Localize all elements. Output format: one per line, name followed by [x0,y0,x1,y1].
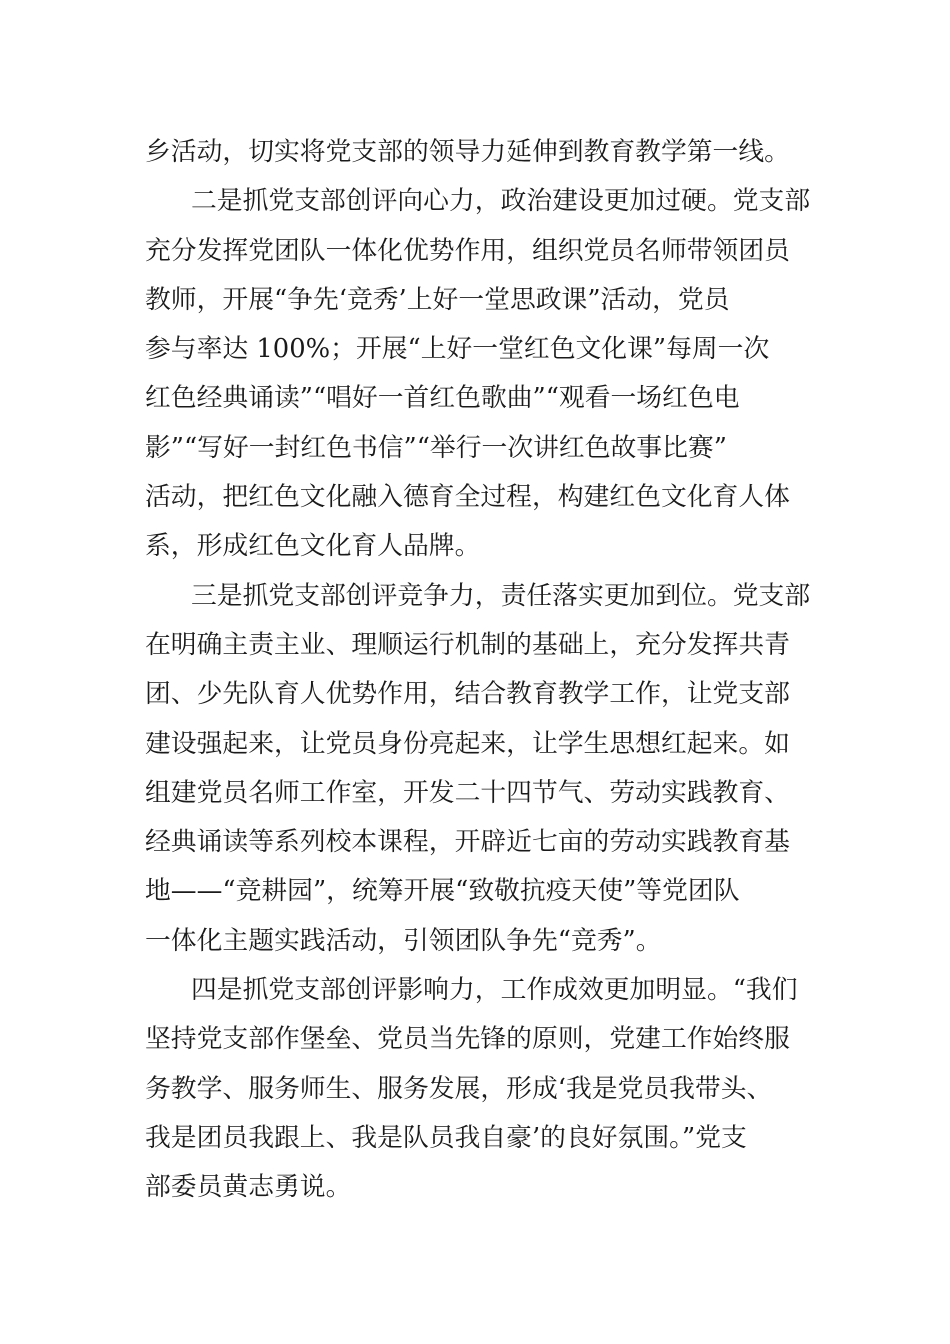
text-line: 乡活动，切实将党支部的领导力延伸到教育教学第一线。 [145,137,790,167]
text-line: 系，形成红色文化育人品牌。 [145,531,481,562]
text-line: 活动，把红色文化融入德育全过程，构建红色文化育人体 [145,482,790,513]
text-line: 建设强起来，让党员身份亮起来，让学生思想红起来。如 [145,728,790,759]
text-line: 组建党员名师工作室，开发二十四节气、劳动实践教育、 [145,777,790,808]
text-line: 坚持党支部作堡垒、党员当先锋的原则，党建工作始终服 [145,1024,790,1055]
paragraph-start-line: 二是抓党支部创评向心力，政治建设更加过硬。党支部 [191,186,811,217]
text-line: 一体化主题实践活动，引领团队争先“竞秀”。 [145,925,662,956]
text-line: 团、少先队育人优势作用，结合教育教学工作，让党支部 [145,679,790,710]
text-line: 经典诵读等系列校本课程，开辟近七亩的劳动实践教育基 [145,827,790,858]
text-line: 我是团员我跟上、我是队员我自豪’的良好氛围。”党支 [145,1122,747,1153]
text-line: 务教学、服务师生、服务发展，形成‘我是党员我带头、 [145,1073,773,1104]
document-body [145,128,811,1213]
paragraph-start-line: 三是抓党支部创评竞争力，责任落实更加到位。党支部 [191,580,811,611]
text-line: 地——“竞耕园”，统筹开展“致敬抗疫天使”等党团队 [145,876,740,907]
text-line: 在明确主责主业、理顺运行机制的基础上，充分发挥共青 [145,629,790,660]
paragraph-start-line: 四是抓党支部创评影响力，工作成效更加明显。“我们 [191,975,798,1006]
text-line: 部委员黄志勇说。 [145,1172,352,1203]
text-line: 教师，开展“争先‘竞秀’上好一堂思政课”活动，党员 [145,284,730,315]
text-line: 参与率达 100%；开展“上好一堂红色文化课”每周一次 [145,334,770,365]
text-line: 影”“写好一封红色书信”“举行一次讲红色故事比赛” [145,432,727,463]
text-line: 充分发挥党团队一体化优势作用，组织党员名师带领团员 [145,235,790,266]
text-line: 红色经典诵读”“唱好一首红色歌曲”“观看一场红色电 [145,383,740,414]
